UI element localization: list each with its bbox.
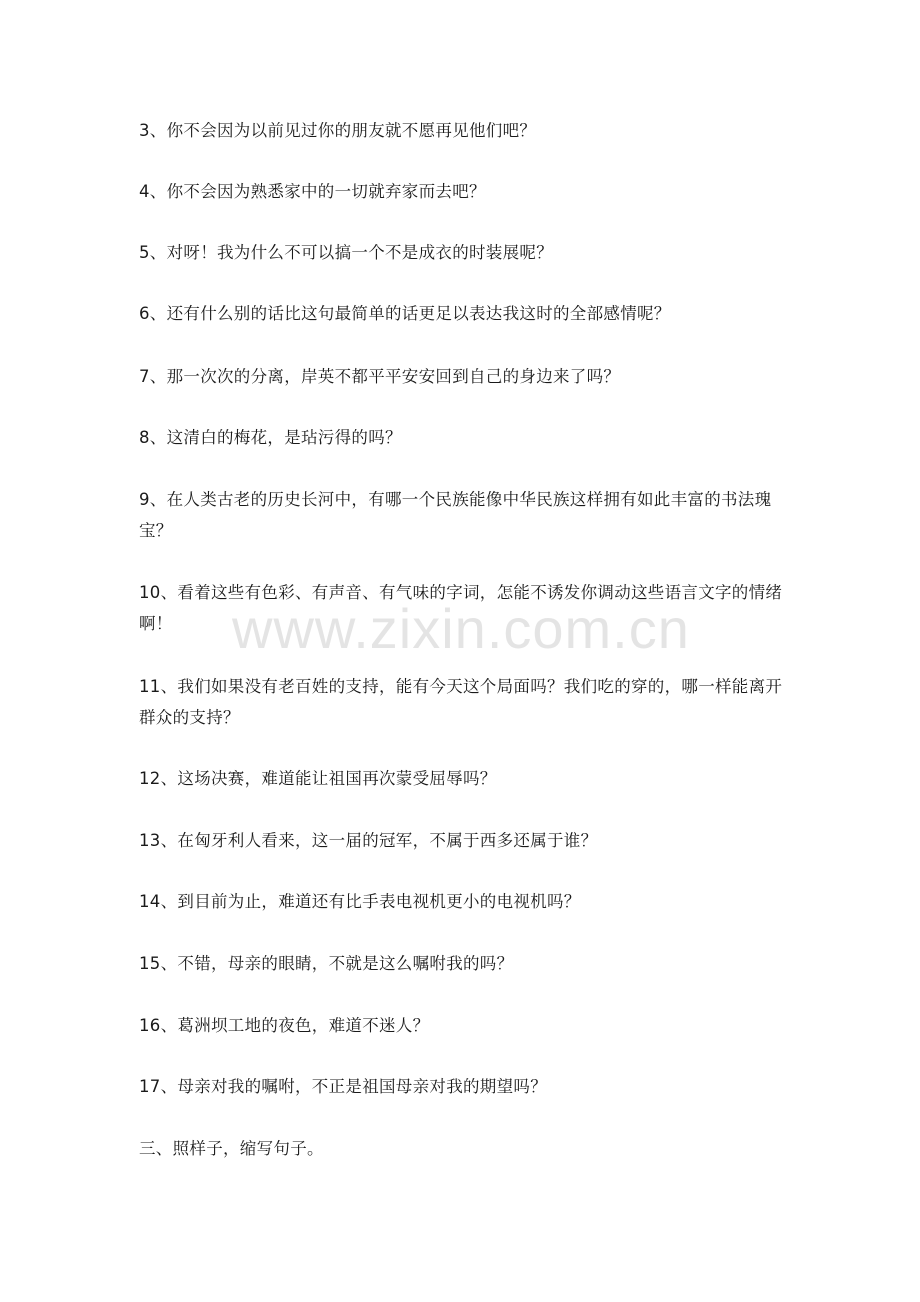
question-5: 5、对呀！我为什么不可以搞一个不是成衣的时装展呢？ [139, 243, 553, 262]
question-6: 6、还有什么别的话比这句最简单的话更足以表达我这时的全部感情呢？ [139, 304, 671, 323]
question-9: 9、在人类古老的历史长河中，有哪一个民族能像中华民族这样拥有如此丰富的书法瑰宝？ [139, 490, 772, 540]
question-4: 4、你不会因为熟悉家中的一切就弃家而去吧？ [139, 182, 486, 201]
question-3: 3、你不会因为以前见过你的朋友就不愿再见他们吧？ [139, 121, 537, 140]
question-12: 12、这场决赛，难道能让祖国再次蒙受屈辱吗？ [139, 769, 497, 788]
question-10: 10、看着这些有色彩、有声音、有气味的字词，怎能不诱发你调动这些语言文字的情绪啊！ [139, 583, 783, 633]
question-8: 8、这清白的梅花，是玷污得的吗？ [139, 428, 402, 447]
section-heading: 三、照样子，缩写句子。 [139, 1139, 324, 1158]
question-14: 14、到目前为止，难道还有比手表电视机更小的电视机吗？ [139, 892, 581, 911]
question-16: 16、葛洲坝工地的夜色，难道不迷人？ [139, 1016, 430, 1035]
question-17: 17、母亲对我的嘱咐，不正是祖国母亲对我的期望吗？ [139, 1077, 547, 1096]
question-11: 11、我们如果没有老百姓的支持，能有今天这个局面吗？我们吃的穿的，哪一样能离开群众的支持？ [139, 677, 783, 727]
watermark: www.zixin.com.cn [232, 597, 690, 660]
question-13: 13、在匈牙利人看来，这一届的冠军，不属于西多还属于谁？ [139, 831, 598, 850]
question-15: 15、不错，母亲的眼睛，不就是这么嘱咐我的吗？ [139, 954, 514, 973]
question-7: 7、那一次次的分离，岸英不都平平安安回到自己的身边来了吗？ [139, 367, 621, 386]
